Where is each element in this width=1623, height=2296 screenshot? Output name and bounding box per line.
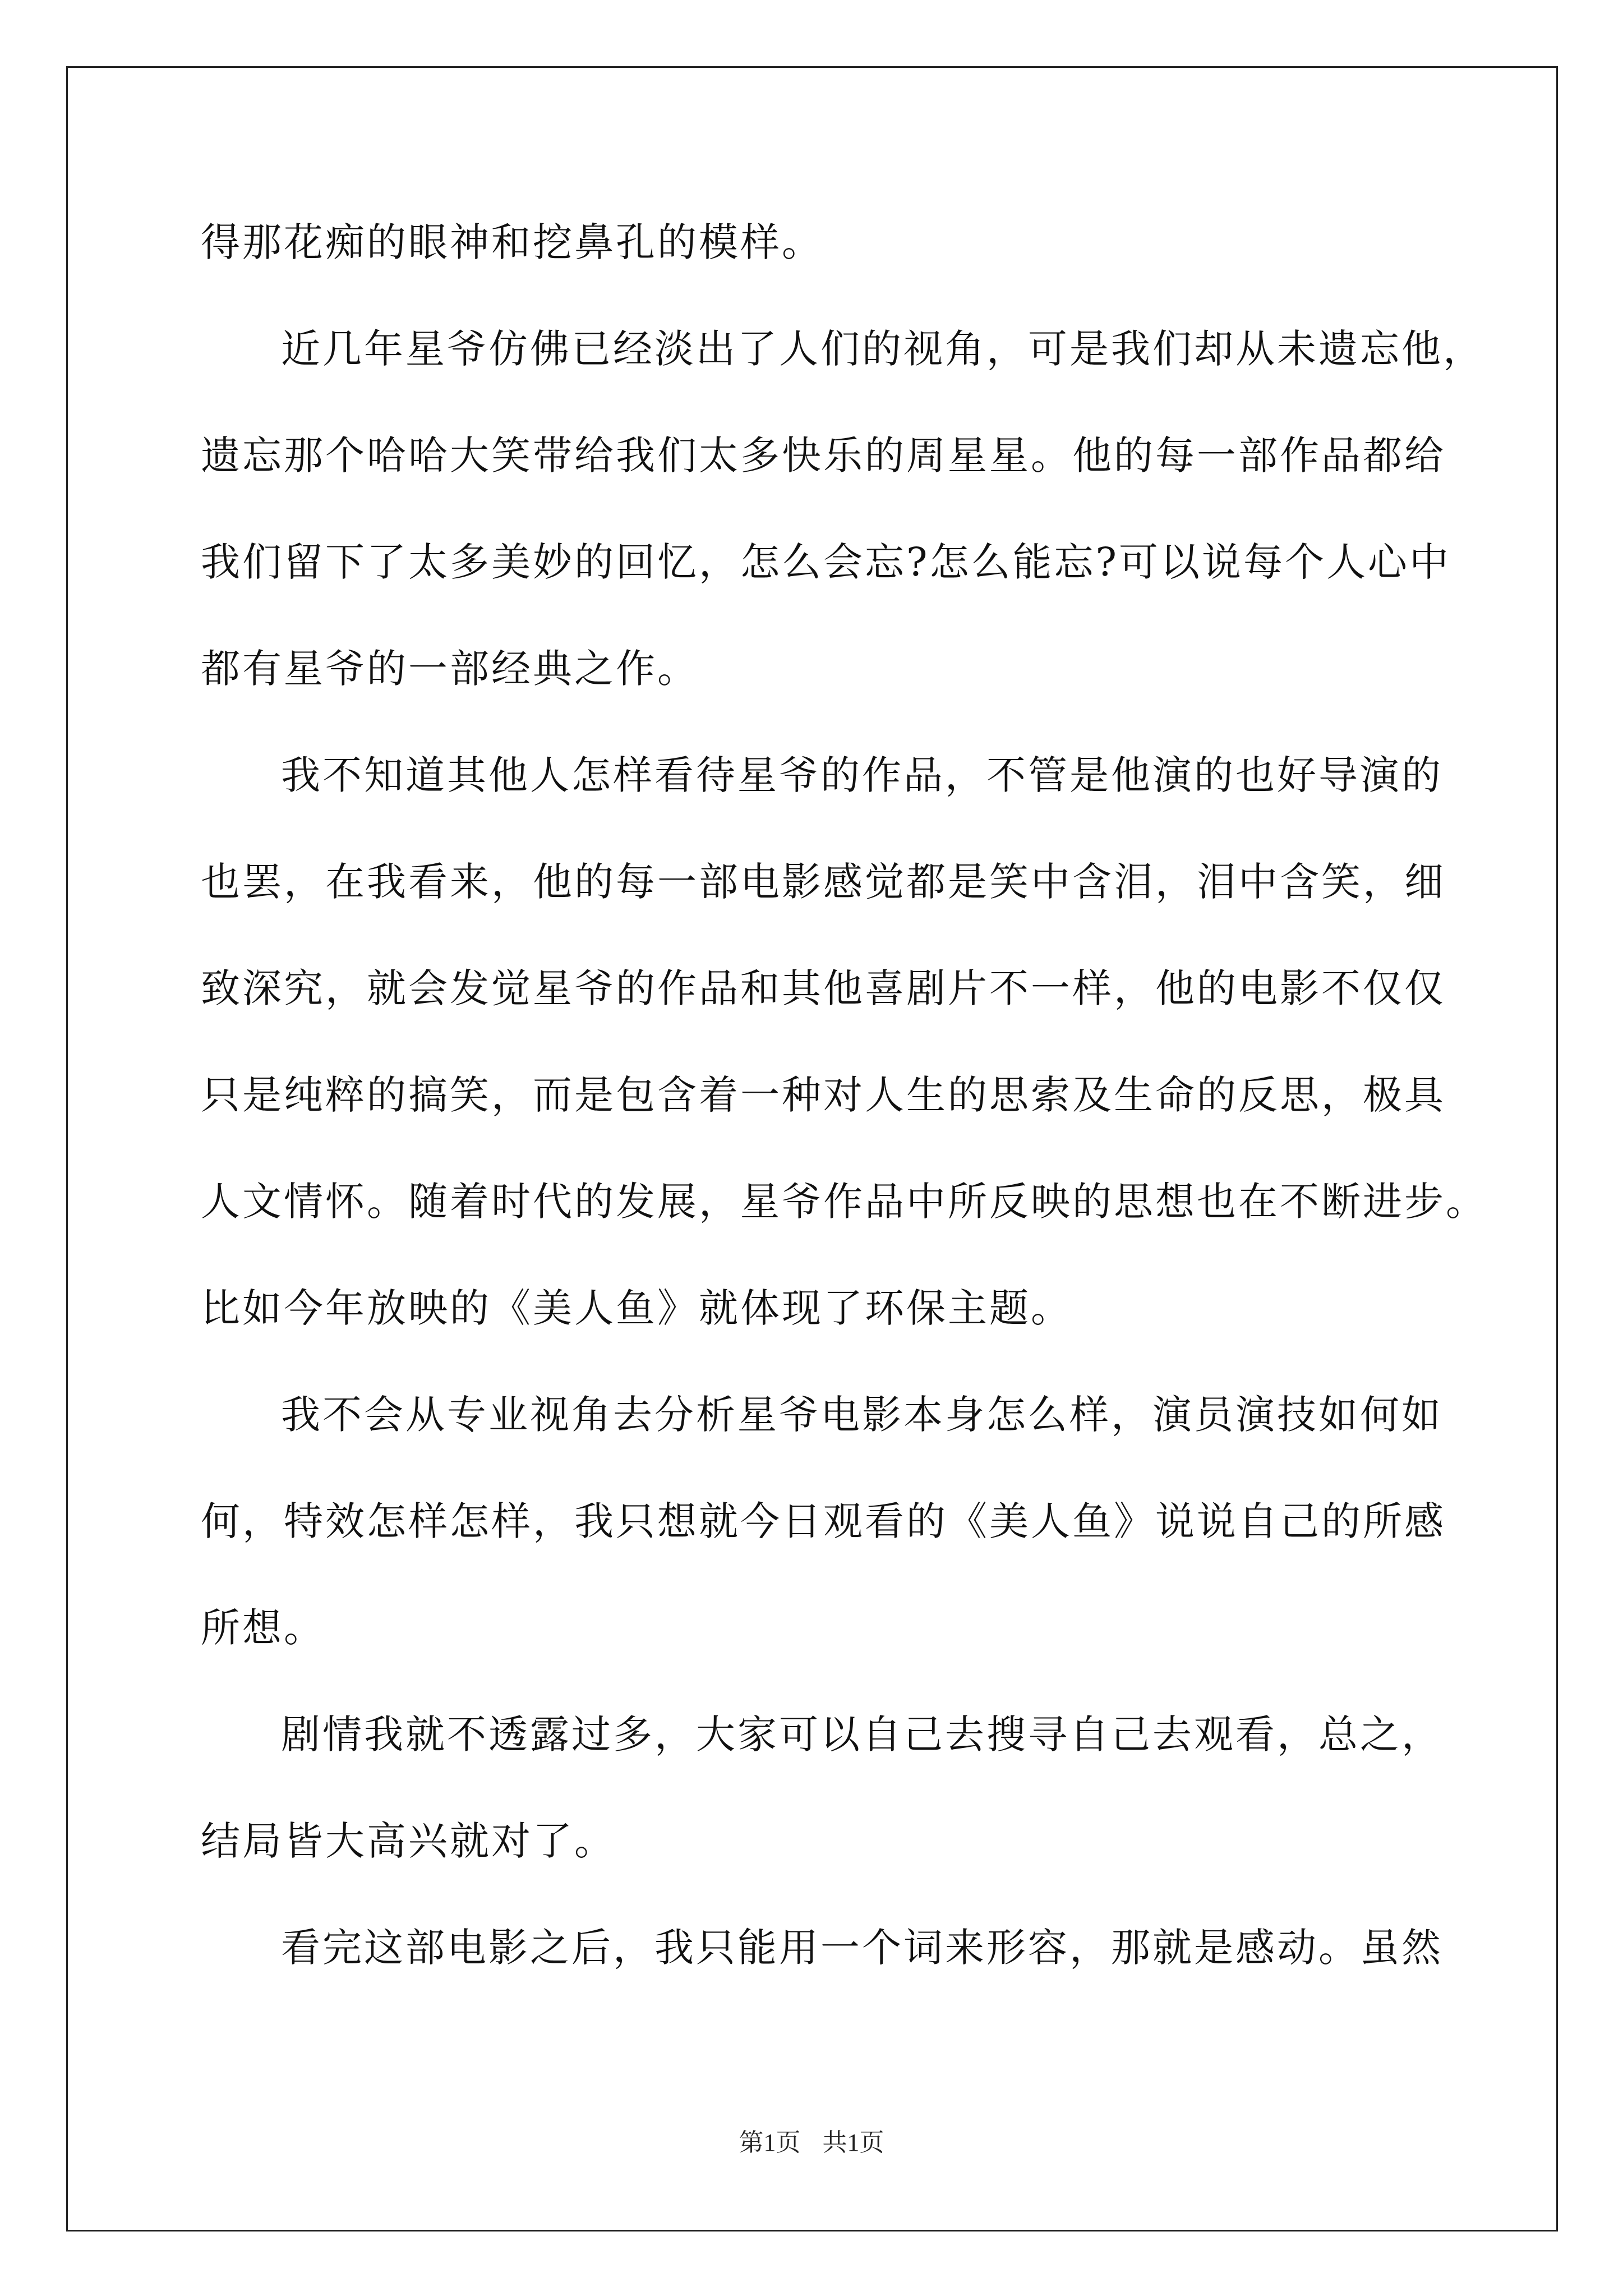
text-line: 只是纯粹的搞笑，而是包含着一种对人生的思索及生命的反思，极具 <box>201 1072 1446 1118</box>
text-line: 所想。 <box>201 1605 325 1651</box>
text-line: 人文情怀。随着时代的发展，星爷作品中所反映的思想也在不断进步。 <box>201 1179 1487 1225</box>
text-line: 看完这部电影之后，我只能用一个词来形容，那就是感动。虽然 <box>281 1925 1443 1971</box>
text-line: 我不会从专业视角去分析星爷电影本身怎么样，演员演技如何如 <box>281 1392 1443 1438</box>
text-line: 致深究，就会发觉星爷的作品和其他喜剧片不一样，他的电影不仅仅 <box>201 965 1446 1011</box>
page-number-current: 第1页 <box>739 2129 801 2156</box>
text-line: 也罢，在我看来，他的每一部电影感觉都是笑中含泪，泪中含笑，细 <box>201 859 1446 905</box>
page-border <box>66 66 1558 2231</box>
text-line: 何，特效怎样怎样，我只想就今日观看的《美人鱼》说说自己的所感 <box>201 1498 1446 1544</box>
text-line: 遗忘那个哈哈大笑带给我们太多快乐的周星星。他的每一部作品都给 <box>201 432 1446 478</box>
text-line: 近几年星爷仿佛已经淡出了人们的视角，可是我们却从未遗忘他， <box>281 326 1484 372</box>
text-line: 都有星爷的一部经典之作。 <box>201 646 699 692</box>
text-line: 我们留下了太多美妙的回忆，怎么会忘?怎么能忘?可以说每个人心中 <box>201 539 1451 585</box>
text-line: 我不知道其他人怎样看待星爷的作品，不管是他演的也好导演的 <box>281 752 1443 798</box>
text-line: 结局皆大高兴就对了。 <box>201 1818 616 1864</box>
text-line: 比如今年放映的《美人鱼》就体现了环保主题。 <box>201 1285 1072 1331</box>
text-line: 剧情我就不透露过多，大家可以自己去搜寻自己去观看，总之， <box>281 1711 1443 1757</box>
page-footer <box>0 2126 1623 2160</box>
text-line: 得那花痴的眼神和挖鼻孔的模样。 <box>201 219 823 265</box>
page-number-total: 共1页 <box>822 2129 884 2156</box>
